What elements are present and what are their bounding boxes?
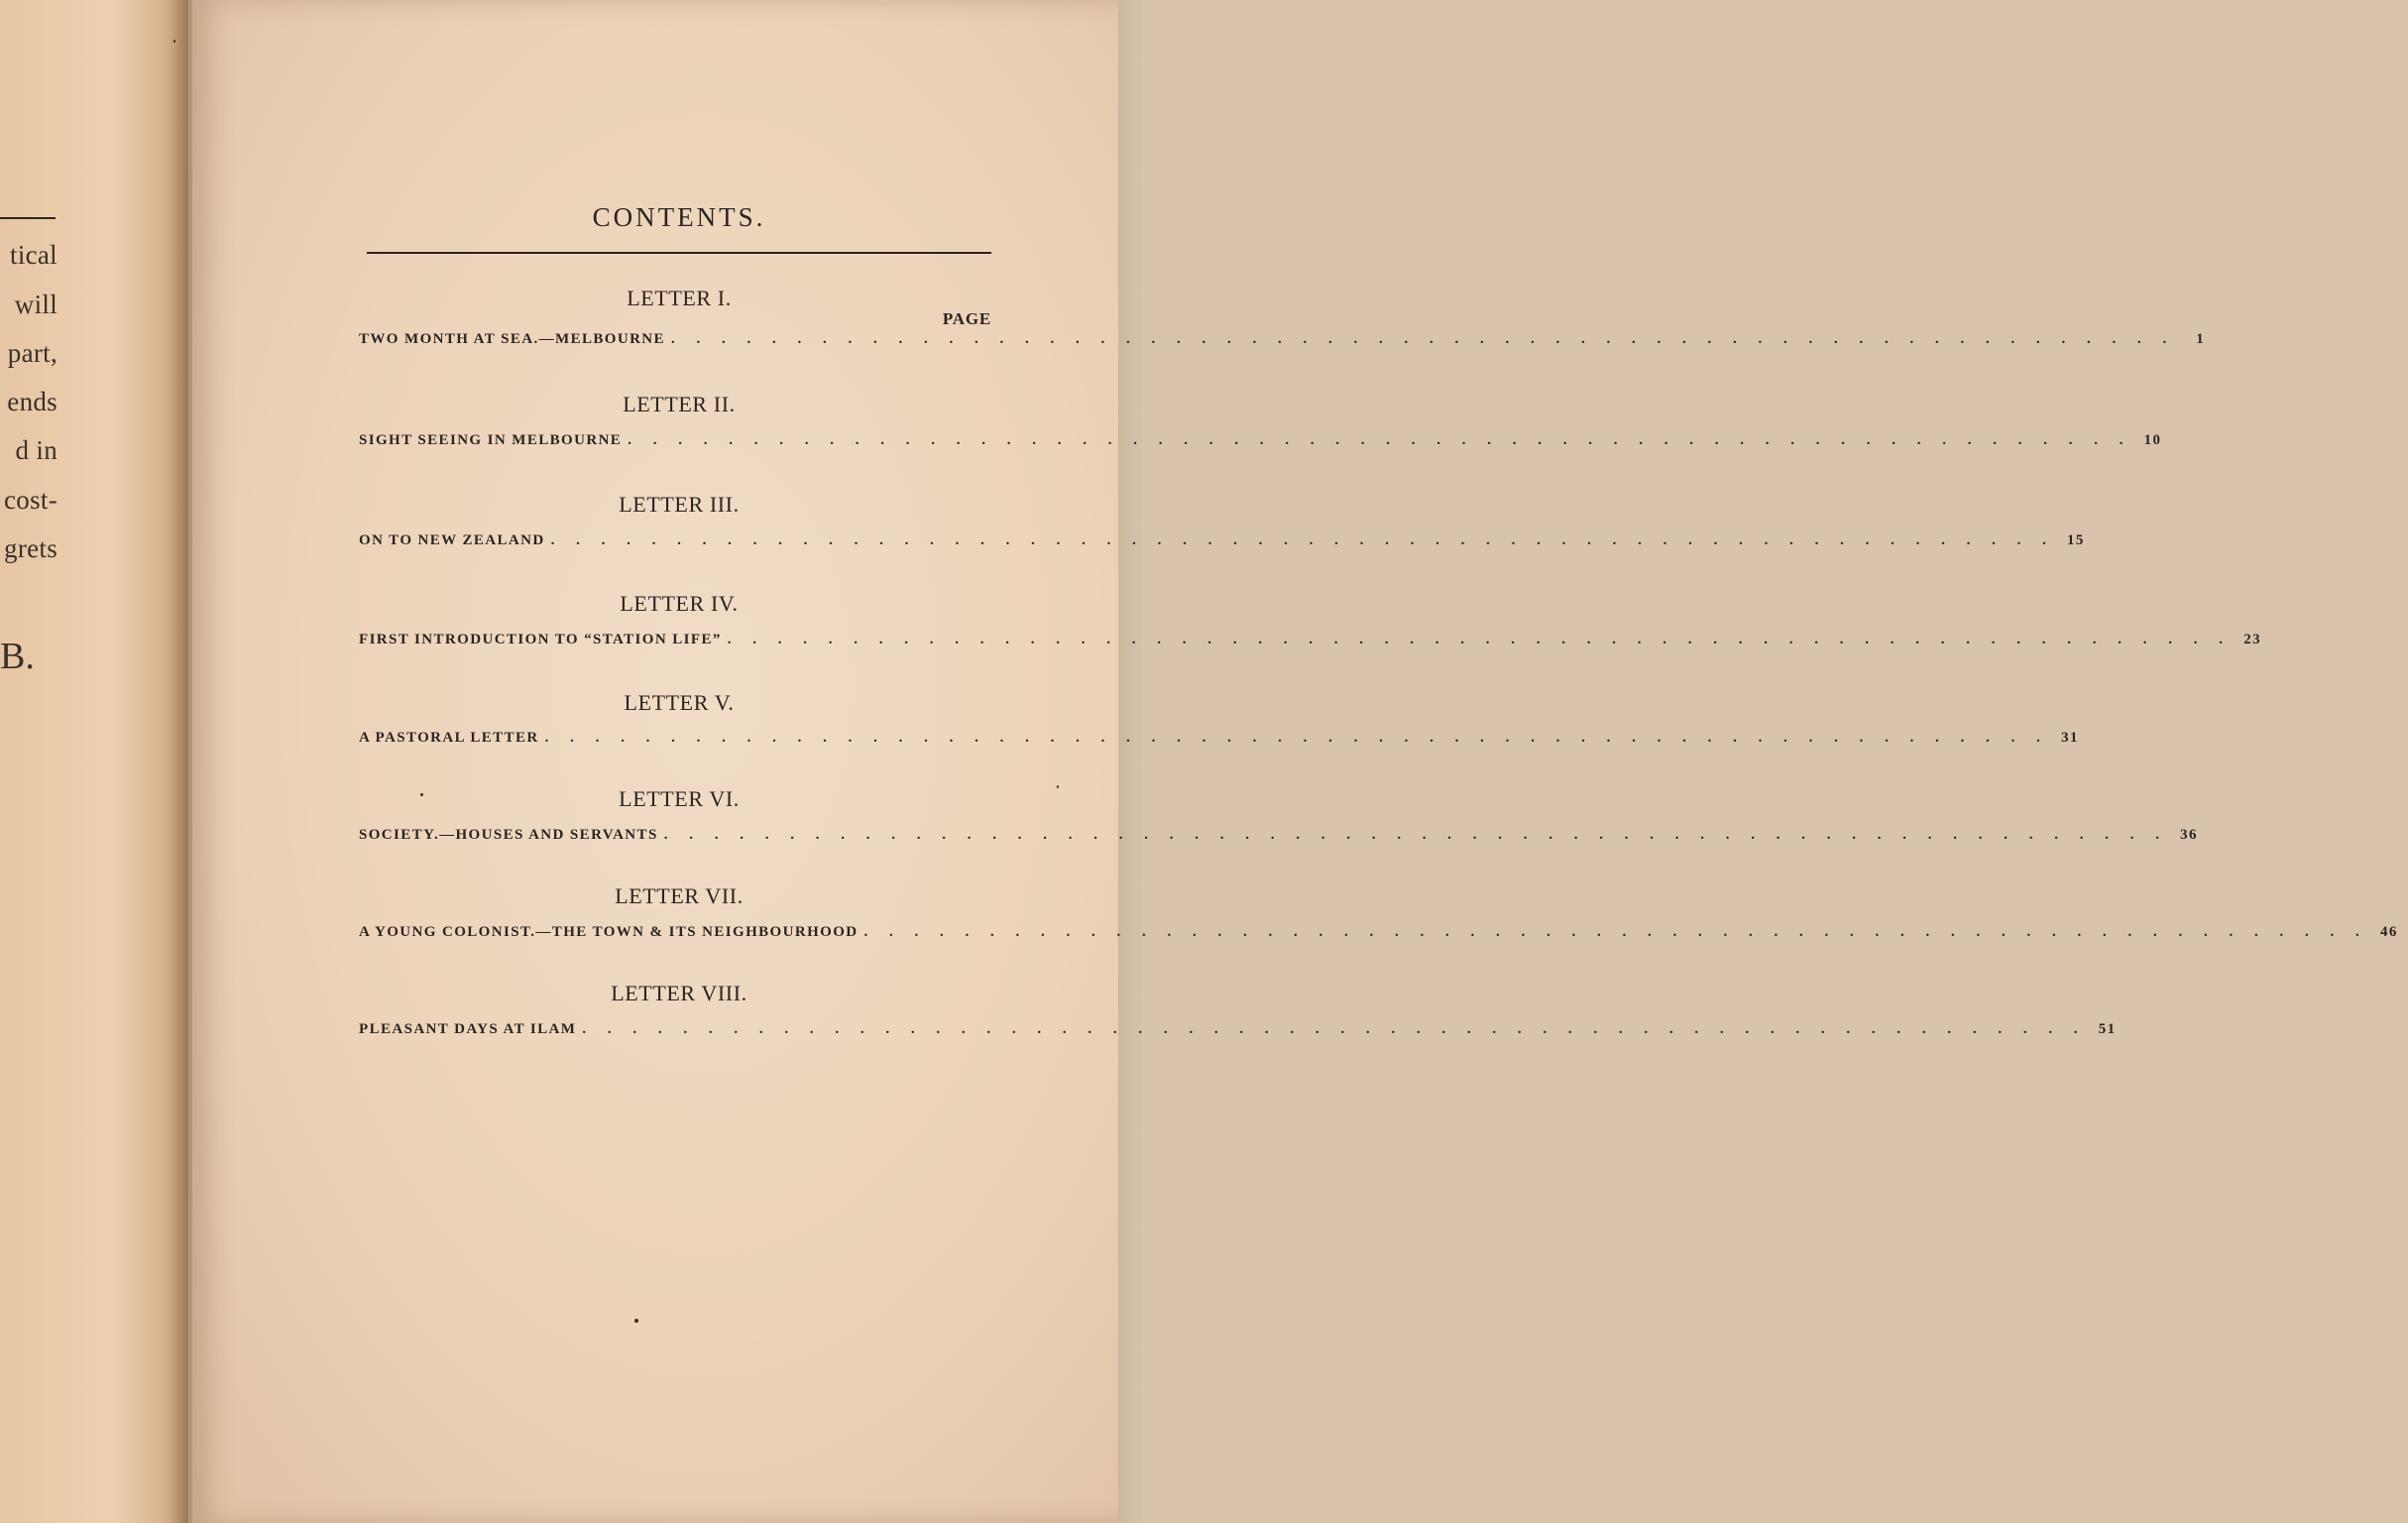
toc-entry-page: 10	[2143, 432, 2162, 448]
dot-leader: . . . . . . . . . . . . . . . . . . . . . . . . . . . . . . . . . . . . . . . . . . . . . . . . . . . . . . . . . . . .	[663, 827, 2168, 843]
dot-leader: . . . . . . . . . . . . . . . . . . . . . . . . . . . . . . . . . . . . . . . . . . . . . . . . . . . . . . . . . . . .	[863, 924, 2368, 940]
dot-leader: . . . . . . . . . . . . . . . . . . . . . . . . . . . . . . . . . . . . . . . . . . . . . . . . . . . . . . . . . . . .	[544, 730, 2049, 746]
dot-leader: . . . . . . . . . . . . . . . . . . . . . . . . . . . . . . . . . . . . . . . . . . . . . . . . . . . . . . . . . . . .	[628, 432, 2132, 448]
toc-entry-title: A YOUNG COLONIST.—THE TOWN & ITS NEIGHBOURHOOD	[359, 924, 859, 940]
paper-speck	[420, 793, 423, 796]
toc-entry	[359, 1021, 2117, 1045]
left-page-line: d in	[15, 435, 57, 465]
left-page-line: will	[14, 290, 57, 319]
toc-entry	[359, 432, 2162, 456]
toc-entry-title: TWO MONTH AT SEA.—MELBOURNE	[359, 331, 665, 347]
left-page-line: part,	[7, 338, 57, 368]
title-rule	[367, 252, 991, 254]
toc-entry	[359, 331, 2206, 355]
toc-entry-title: SOCIETY.—HOUSES AND SERVANTS	[359, 827, 658, 843]
left-page-line: ends	[7, 387, 57, 416]
left-page-rule	[0, 217, 56, 219]
toc-entry-title: PLEASANT DAYS AT ILAM	[359, 1021, 577, 1037]
toc-entry-page: 31	[2061, 730, 2079, 746]
toc-entry-page: 23	[2243, 632, 2262, 647]
toc-entry-page: 15	[2067, 532, 2085, 548]
paper-speck	[1057, 785, 1059, 788]
toc-entry	[359, 532, 2085, 556]
left-page-line: cost-	[4, 485, 57, 515]
toc-entry-page: 36	[2180, 827, 2198, 843]
letter-heading: LETTER I.	[627, 286, 732, 310]
letter-heading: LETTER VIII.	[611, 981, 747, 1005]
dot-leader: . . . . . . . . . . . . . . . . . . . . . . . . . . . . . . . . . . . . . . . . . . . . . . . . . . . . . . . . . . . .	[550, 532, 2055, 548]
toc-entry	[359, 827, 2198, 851]
paper-speck	[634, 1319, 638, 1323]
toc-entry	[359, 730, 2079, 754]
toc-entry-title: FIRST INTRODUCTION TO “STATION LIFE”	[359, 632, 722, 647]
left-page-signature: B.	[0, 636, 35, 677]
page-column-label: PAGE	[942, 309, 991, 328]
letter-heading: LETTER V.	[624, 690, 735, 715]
letter-heading: LETTER IV.	[620, 591, 739, 616]
toc-entry-title: ON TO NEW ZEALAND	[359, 532, 545, 548]
toc-entry-page: 1	[2196, 331, 2206, 347]
toc-entry-title: SIGHT SEEING IN MELBOURNE	[359, 432, 623, 448]
left-page-line: grets	[4, 533, 57, 563]
letter-heading: LETTER VII.	[615, 883, 744, 908]
letter-heading: LETTER VI.	[619, 786, 740, 811]
right-page-edge	[1118, 0, 1142, 1523]
toc-entry-title: A PASTORAL LETTER	[359, 730, 539, 746]
toc-entry	[359, 924, 2398, 948]
toc-entry	[359, 632, 2262, 655]
letter-heading: LETTER III.	[619, 492, 740, 517]
left-page-line: tical	[10, 240, 57, 270]
dot-leader: . . . . . . . . . . . . . . . . . . . . . . . . . . . . . . . . . . . . . . . . . . . . . . . . . . . . . . . . . . . .	[582, 1021, 2087, 1037]
toc-entry-page: 51	[2098, 1021, 2117, 1037]
contents-title: CONTENTS.	[592, 202, 766, 232]
toc-entry-page: 46	[2379, 924, 2398, 940]
dot-leader: . . . . . . . . . . . . . . . . . . . . . . . . . . . . . . . . . . . . . . . . . . . . . . . . . . . . . . . . . . . .	[670, 331, 2176, 347]
letter-heading: LETTER II.	[623, 392, 736, 416]
left-page	[0, 0, 188, 1523]
dot-leader: . . . . . . . . . . . . . . . . . . . . . . . . . . . . . . . . . . . . . . . . . . . . . . . . . . . . . . . . . . . .	[727, 632, 2233, 647]
paper-speck	[173, 40, 175, 43]
